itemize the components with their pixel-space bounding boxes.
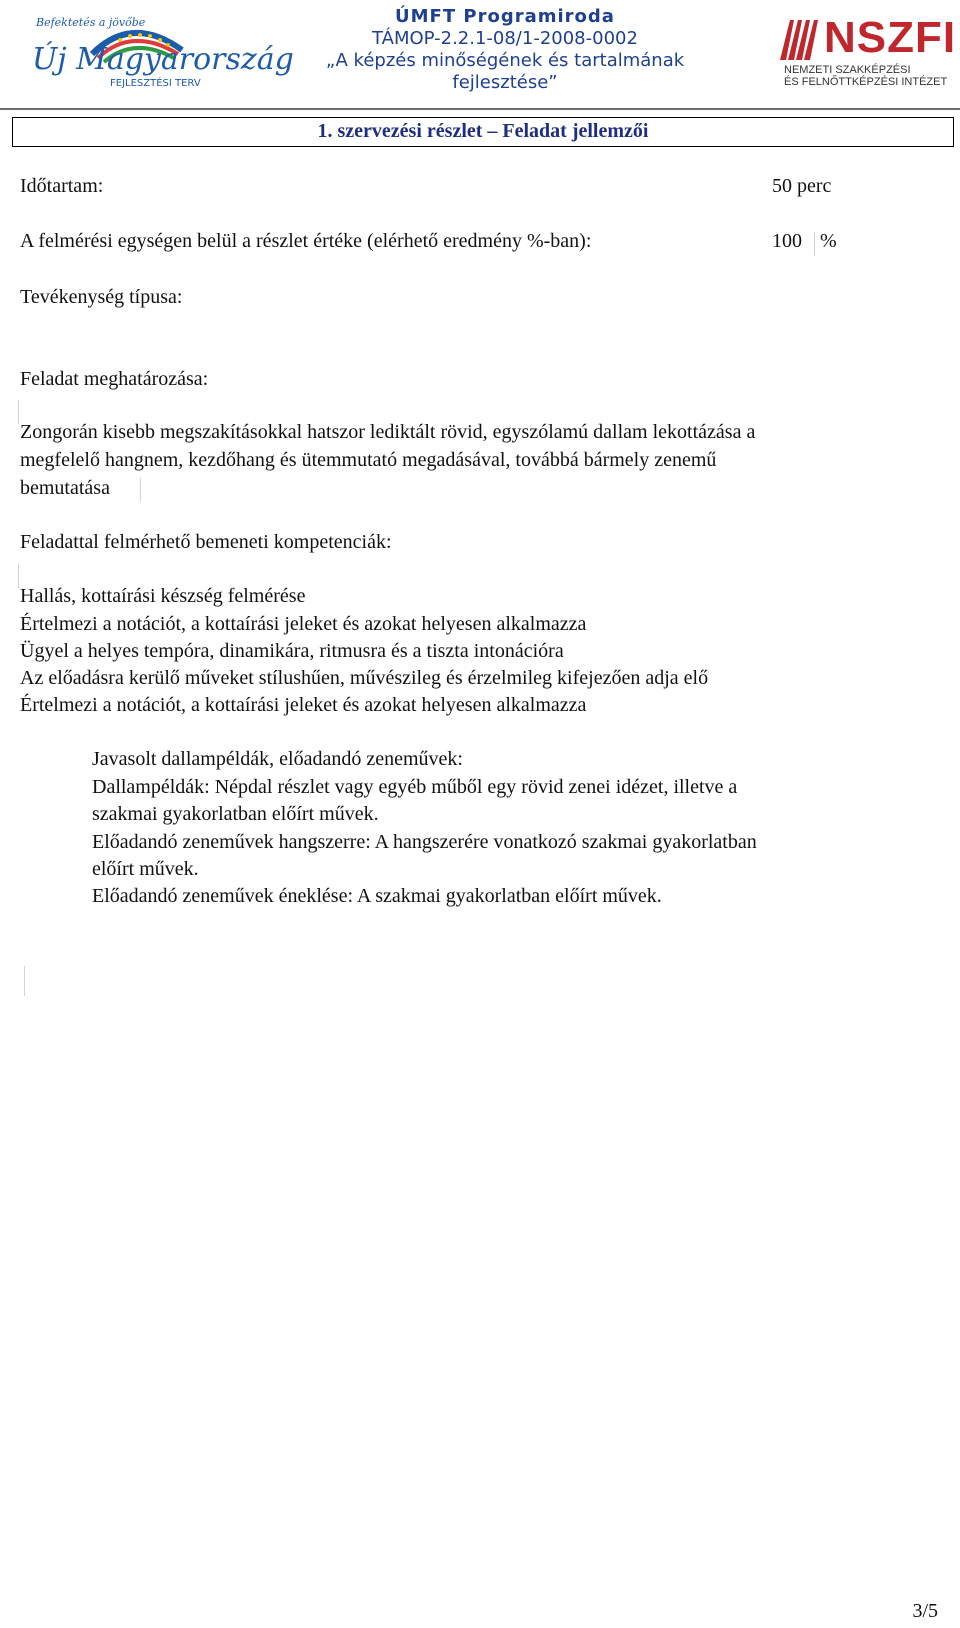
- task-line: megfelelő hangnem, kezdőhang és ütemmutató megadásával, továbbá bármely zenemű: [20, 449, 717, 471]
- header-divider: [0, 108, 960, 110]
- task-label: Feladat meghatározása:: [20, 368, 209, 390]
- suggestion-line: előírt művek.: [92, 858, 199, 880]
- task-line: Zongorán kisebb megszakításokkal hatszor lediktált rövid, egyszólamú dallam lekottázása a: [20, 421, 756, 443]
- nszfi-sub2: ÉS FELNŐTTKÉPZÉSI INTÉZET: [784, 76, 948, 88]
- nszfi-sub1: NEMZETI SZAKKÉPZÉSI: [784, 64, 911, 76]
- logo-name: Új Magyarország: [32, 42, 294, 77]
- program-office: ÚMFT Programiroda: [395, 6, 615, 27]
- suggestion-line: Előadandó zeneművek éneklése: A szakmai gyakorlatban előírt művek.: [92, 885, 662, 907]
- duration-value: 50 perc: [772, 175, 832, 197]
- logo-subtitle: FEJLESZTÉSI TERV: [110, 78, 201, 89]
- logo-tagline: Befektetés a jövőbe: [36, 16, 146, 29]
- value-number: 100: [772, 230, 802, 252]
- suggestions-heading: Javasolt dallampéldák, előadandó zeneművek:: [92, 748, 463, 770]
- page-number: 3/5: [912, 1600, 938, 1622]
- project-title-line2: fejlesztése”: [452, 72, 558, 93]
- nszfi-emblem-icon: [780, 20, 824, 60]
- field-divider: [140, 478, 141, 502]
- nszfi-name: NSZFI: [824, 13, 957, 62]
- competency-item: Hallás, kottaírási készség felmérése: [20, 585, 306, 607]
- nszfi-logo: [780, 13, 957, 90]
- field-divider: [18, 400, 19, 424]
- project-title-line1: „A képzés minőségének és tartalmának: [325, 50, 685, 71]
- section-title: 1. szervezési részlet – Feladat jellemzői: [12, 117, 954, 147]
- competency-item: Az előadásra kerülő műveket stílushűen, művészileg és érzelmileg kifejezően adja elő: [20, 667, 709, 689]
- field-divider: [24, 966, 25, 996]
- header-center: [320, 6, 690, 94]
- task-line: bemutatása: [20, 477, 110, 499]
- competency-item: Értelmezi a notációt, a kottaírási jeleket és azokat helyesen alkalmazza: [20, 694, 587, 716]
- field-divider: [814, 232, 815, 256]
- suggestion-line: Dallampéldák: Népdal részlet vagy egyéb műből egy rövid zenei idézet, illetve a: [92, 776, 738, 798]
- uj-magyarorszag-logo: [32, 14, 294, 92]
- competency-item: Értelmezi a notációt, a kottaírási jeleket és azokat helyesen alkalmazza: [20, 613, 587, 635]
- value-unit: %: [820, 230, 837, 252]
- competencies-label: Feladattal felmérhető bemeneti kompetenciák:: [20, 531, 392, 553]
- competency-item: Ügyel a helyes tempóra, dinamikára, ritmusra és a tiszta intonációra: [20, 640, 564, 662]
- duration-label: Időtartam:: [20, 175, 104, 197]
- value-label: A felmérési egységen belül a részlet értéke (elérhető eredmény %-ban):: [20, 230, 592, 252]
- field-divider: [18, 564, 19, 588]
- suggestion-line: szakmai gyakorlatban előírt művek.: [92, 803, 379, 825]
- project-code: TÁMOP-2.2.1-08/1-2008-0002: [372, 28, 638, 49]
- activity-label: Tevékenység típusa:: [20, 286, 183, 308]
- suggestion-line: Előadandó zeneművek hangszerre: A hangszerére vonatkozó szakmai gyakorlatban: [92, 831, 757, 853]
